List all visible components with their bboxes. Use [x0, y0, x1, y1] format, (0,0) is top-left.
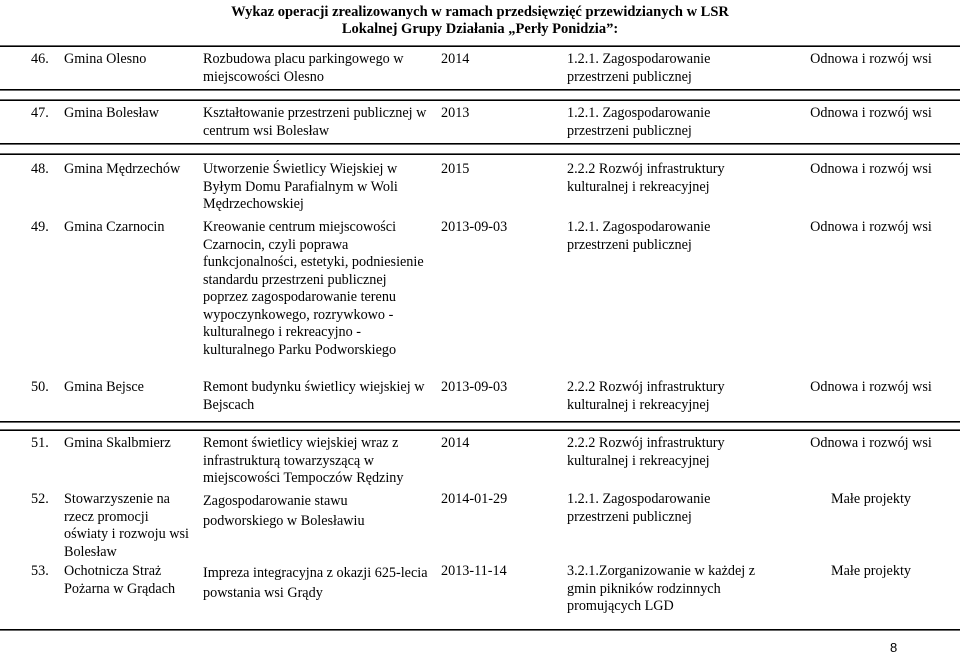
row-number: 51. [31, 435, 49, 451]
operation-title: Remont budynku świetlicy wiejskiej w Bejscach [203, 379, 425, 413]
operation-date: 2014 [441, 435, 470, 451]
operation-category: 3.2.1.Zorganizowanie w każdej z gmin pikników rodzinnych promujących LGD [567, 563, 756, 614]
operation-date: 2013-11-14 [441, 563, 507, 579]
operation-title: Rozbudowa placu parkingowego w miejscowości Olesno [203, 51, 404, 85]
beneficiary-name: Gmina Skalbmierz [64, 435, 171, 451]
beneficiary-name: Gmina Bolesław [64, 105, 159, 121]
operation-category: 2.2.2 Rozwój infrastruktury kulturalnej i rekreacyjnej [567, 435, 725, 469]
beneficiary-name: Gmina Czarnocin [64, 219, 165, 235]
operation-type: Małe projekty [831, 491, 911, 507]
row-number: 48. [31, 161, 49, 177]
operation-title: Remont świetlicy wiejskiej wraz z infrastrukturą towarzyszącą w miejscowości Tempoczów Rędziny [203, 435, 404, 486]
beneficiary-name: Gmina Mędrzechów [64, 161, 181, 177]
table-row-group [0, 430, 960, 630]
operation-type: Odnowa i rozwój wsi [810, 105, 932, 121]
beneficiary-name: Gmina Bejsce [64, 379, 144, 395]
operation-title: Impreza integracyjna z okazji 625-lecia powstania wsi Grądy [203, 565, 428, 601]
operation-category: 1.2.1. Zagospodarowanie przestrzeni publicznej [567, 491, 711, 525]
operation-type: Odnowa i rozwój wsi [810, 435, 932, 451]
beneficiary-name: Stowarzyszenie na rzecz promocji oświaty i rozwoju wsi Bolesław [64, 491, 189, 560]
operation-date: 2014 [441, 51, 470, 67]
table-row-group [0, 154, 960, 422]
table-row [0, 46, 960, 90]
document-title-line-1: Wykaz operacji zrealizowanych w ramach przedsięwzięć przewidzianych w LSR [231, 4, 729, 20]
operation-title: Kształtowanie przestrzeni publicznej w centrum wsi Bolesław [203, 105, 427, 139]
operation-date: 2013 [441, 105, 470, 121]
page-number: 8 [890, 640, 898, 655]
operation-category: 1.2.1. Zagospodarowanie przestrzeni publicznej [567, 219, 711, 253]
operation-type: Małe projekty [831, 563, 911, 579]
operation-category: 1.2.1. Zagospodarowanie przestrzeni publicznej [567, 51, 711, 85]
row-number: 47. [31, 105, 49, 121]
operation-category: 2.2.2 Rozwój infrastruktury kulturalnej i rekreacyjnej [567, 161, 725, 195]
row-number: 49. [31, 219, 49, 235]
operation-type: Odnowa i rozwój wsi [810, 219, 932, 235]
operation-category: 2.2.2 Rozwój infrastruktury kulturalnej i rekreacyjnej [567, 379, 725, 413]
beneficiary-name: Gmina Olesno [64, 51, 147, 67]
operation-type: Odnowa i rozwój wsi [810, 379, 932, 395]
operation-date: 2014-01-29 [441, 491, 508, 507]
operation-date: 2013-09-03 [441, 219, 508, 235]
operation-date: 2013-09-03 [441, 379, 508, 395]
row-number: 50. [31, 379, 49, 395]
row-number: 46. [31, 51, 49, 67]
row-number: 52. [31, 491, 49, 507]
operation-category: 1.2.1. Zagospodarowanie przestrzeni publicznej [567, 105, 711, 139]
operation-type: Odnowa i rozwój wsi [810, 161, 932, 177]
operation-title: Utworzenie Świetlicy Wiejskiej w Byłym Domu Parafialnym w Woli Mędrzechowskiej [203, 161, 398, 212]
operation-title: Kreowanie centrum miejscowości Czarnocin, czyli poprawa funkcjonalności, estetyki, podniesienie standardu przestrzeni publicznej poprzez zagospodarowanie terenu wypoczynkowego, rozrywkowo - kulturalnego i rekreacyjno - kulturalnego Parku Podworskiego [203, 219, 424, 358]
document-title-line-2: Lokalnej Grupy Działania „Perły Ponidzia”: [341, 21, 619, 37]
table-row [0, 100, 960, 144]
operation-date: 2015 [441, 161, 470, 177]
operation-type: Odnowa i rozwój wsi [810, 51, 932, 67]
row-number: 53. [31, 563, 49, 579]
beneficiary-name: Ochotnicza Straż Pożarna w Grądach [64, 563, 176, 597]
operation-title: Zagospodarowanie stawu podworskiego w Bolesławiu [203, 493, 365, 529]
